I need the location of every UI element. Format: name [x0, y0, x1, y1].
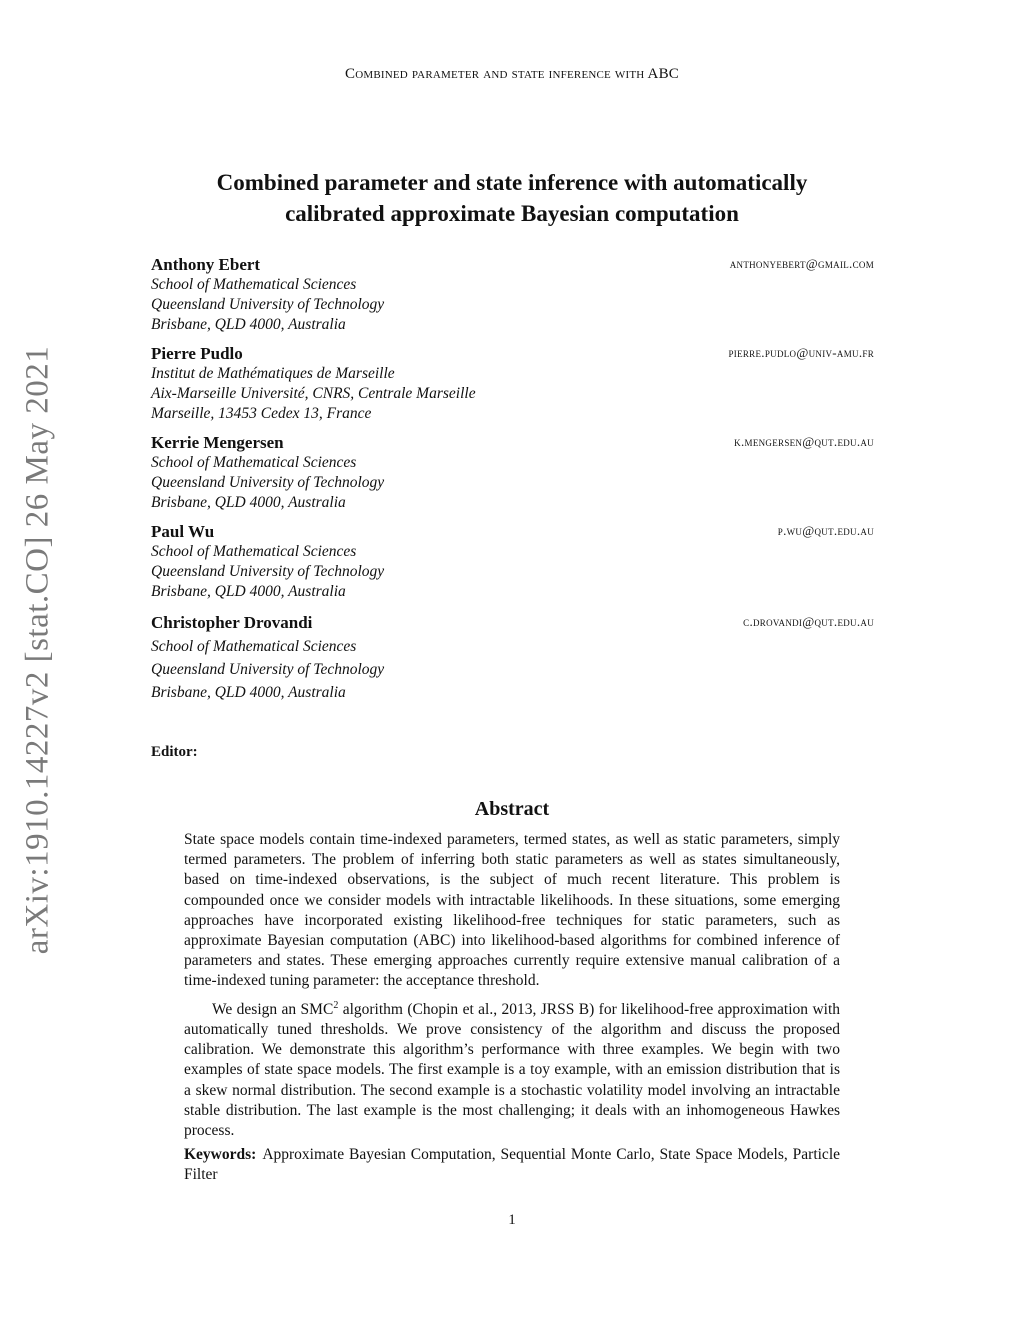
- author-block: [151, 432, 874, 513]
- affiliation-line: Queensland University of Technology: [151, 296, 385, 313]
- affiliation-line: Institut de Mathématiques de Marseille: [151, 365, 395, 382]
- keywords: [184, 1145, 840, 1185]
- editor-label: Editor:: [151, 744, 198, 760]
- author-email[interactable]: k.mengersen@qut.edu.au: [734, 434, 874, 449]
- affiliation-line: School of Mathematical Sciences: [151, 454, 357, 471]
- title-line-1: Combined parameter and state inference with automatically: [216, 170, 808, 195]
- author-name: Paul Wu: [151, 522, 215, 541]
- paper-title: [150, 167, 874, 229]
- author-name: Anthony Ebert: [151, 255, 261, 274]
- smc-superscript: 2: [333, 999, 339, 1011]
- abstract-p2-rest: algorithm (Chopin et al., 2013, JRSS B) for likelihood-free approximation with automatically tuned thresholds. We prove consistency of the algorithm and discuss the proposed calibration. We demonstrate this algorithm’s performance with three examples. We begin with two examples of state space models. The first example is a toy example, with an emission distribution that is a skew normal distribution. The second example is a stochastic volatility model involving an intractable stable distribution. The last example is the most challenging; it deals with an inhomogeneous Hawkes process.: [184, 1000, 841, 1139]
- author-name: Christopher Drovandi: [151, 613, 313, 632]
- running-head: Combined parameter and state inference with ABC: [344, 66, 680, 82]
- author-email[interactable]: p.wu@qut.edu.au: [777, 523, 874, 538]
- affiliation-line: Aix-Marseille Université, CNRS, Centrale Marseille: [151, 385, 476, 402]
- affiliation-line: Queensland University of Technology: [151, 474, 385, 491]
- affiliation-line: School of Mathematical Sciences: [151, 543, 357, 560]
- author-name: Kerrie Mengersen: [151, 433, 284, 452]
- affiliation-line: Queensland University of Technology: [151, 563, 385, 580]
- author-block: [151, 254, 874, 335]
- affiliation-line: Brisbane, QLD 4000, Australia: [151, 583, 346, 600]
- abstract-p2-start: We design an SMC: [212, 1000, 334, 1018]
- title-line-2: calibrated approximate Bayesian computation: [285, 201, 739, 226]
- author-email[interactable]: pierre.pudlo@univ-amu.fr: [728, 345, 874, 360]
- author-name: Pierre Pudlo: [151, 344, 243, 363]
- affiliation-line: Brisbane, QLD 4000, Australia: [151, 316, 346, 333]
- abstract-heading: Abstract: [474, 798, 550, 820]
- author-block: [151, 521, 874, 602]
- affiliation-line: School of Mathematical Sciences: [151, 638, 357, 655]
- author-email[interactable]: anthonyebert@gmail.com: [729, 256, 874, 271]
- abstract-paragraph-2: [184, 996, 840, 1142]
- affiliation-line: Brisbane, QLD 4000, Australia: [151, 684, 346, 701]
- affiliation-line: Queensland University of Technology: [151, 661, 385, 678]
- affiliation-line: Brisbane, QLD 4000, Australia: [151, 494, 346, 511]
- page-number: 1: [508, 1212, 516, 1228]
- author-block: [151, 343, 874, 424]
- affiliation-line: School of Mathematical Sciences: [151, 276, 357, 293]
- author-block: [151, 612, 874, 704]
- arxiv-stamp: arXiv:1910.14227v2 [stat.CO] 26 May 2021: [19, 345, 56, 955]
- author-list: [151, 254, 874, 704]
- keywords-text: Approximate Bayesian Computation, Sequential Monte Carlo, State Space Models, Particle Filter: [184, 1146, 840, 1184]
- keywords-label: Keywords:: [184, 1146, 257, 1164]
- abstract-paragraph-1: State space models contain time-indexed parameters, termed states, as well as static parameters, simply termed parameters. The problem of inferring both static parameters as well as states simultaneously, based on time-indexed observations, is the subject of much recent literature. This problem is compounded once we consider models with intractable likelihoods. In these situations, some emerging approaches have incorporated existing likelihood-free techniques for static parameters, such as approximate Bayesian computation (ABC) into likelihood-based algorithms for combined inference of parameters and states. These emerging approaches currently require extensive manual calibration of a time-indexed tuning parameter: the acceptance threshold.: [184, 831, 840, 990]
- abstract-body: [184, 830, 840, 1186]
- affiliation-line: Marseille, 13453 Cedex 13, France: [151, 405, 372, 422]
- author-email[interactable]: c.drovandi@qut.edu.au: [743, 614, 874, 629]
